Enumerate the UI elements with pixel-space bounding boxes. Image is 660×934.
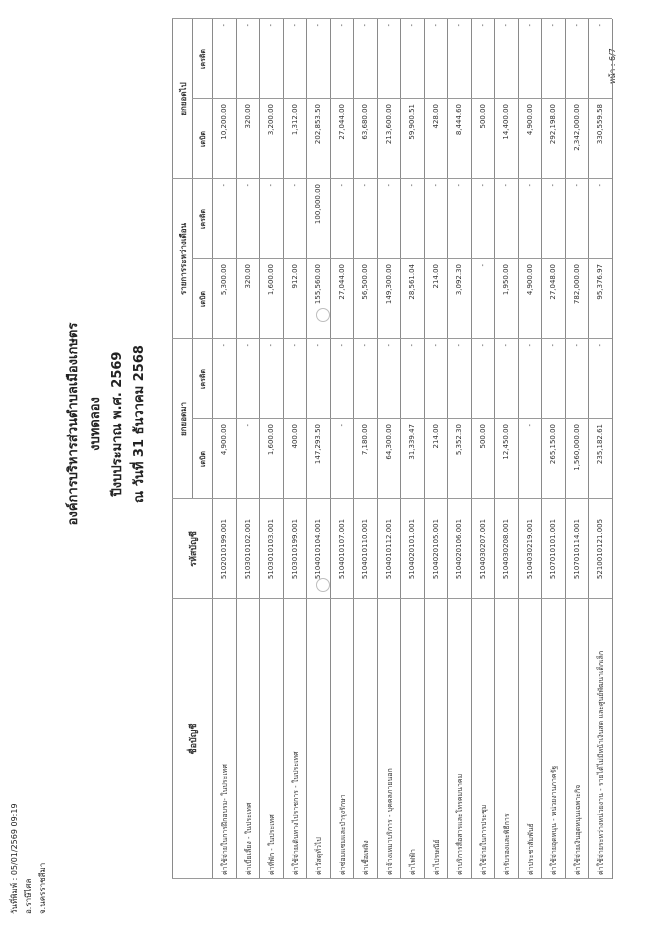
page-number: หน้า : 6/7: [608, 48, 617, 84]
txn-credit-cell: -: [502, 184, 510, 187]
txn-credit-cell: -: [384, 184, 393, 187]
bf-debit-cell: 12,450.00: [502, 424, 510, 460]
row-divider: [541, 19, 542, 879]
account-code: 5104010104.001: [314, 518, 322, 580]
as-of-date: ณ วันที่ 31 ธันวาคม 2568: [132, 345, 147, 503]
account-code: 5104030208.001: [502, 518, 510, 580]
account-name: ค่าใช้จ่ายระหว่างหน่วยงาน - รายได้ไม่มีหน้าเงินสด และศูนย์พัฒนาเด็กเล็ก: [597, 650, 605, 875]
bf-debit-cell: 31,339.47: [408, 424, 416, 460]
header-period-txn: รายการระหว่างเดือน: [179, 222, 188, 296]
txn-debit-cell: 1,600.00: [267, 264, 275, 296]
row-divider: [424, 19, 425, 879]
txn-debit-cell: 155,560.00: [314, 264, 322, 305]
row-divider: [565, 19, 566, 879]
bf-credit-cell: -: [267, 344, 275, 347]
account-code: 5210010121.005: [596, 518, 604, 580]
account-name: ค่าซ่อมแซมและบำรุงรักษา: [338, 794, 347, 875]
bf-credit-cell: -: [290, 344, 299, 347]
header-account-name: ชื่อบัญชี: [189, 723, 199, 755]
cf-debit-cell: 14,400.00: [502, 104, 510, 140]
txn-credit-cell: -: [478, 184, 487, 187]
cf-credit-cell: -: [243, 24, 252, 27]
txn-credit-cell: -: [431, 184, 440, 187]
cf-debit-cell: 320.00: [243, 104, 252, 129]
trial-balance-table: [172, 19, 620, 879]
row-divider: [471, 19, 472, 879]
txn-debit-cell: 56,500.00: [361, 264, 369, 300]
province-label: จ.นครราชสีมา: [38, 862, 47, 914]
column-divider: [192, 98, 612, 99]
bf-debit-cell: 5,352.30: [455, 424, 463, 456]
row-divider: [494, 19, 495, 879]
cf-credit-cell: -: [549, 24, 557, 27]
header-bottom: [212, 19, 213, 879]
column-divider: [192, 258, 612, 259]
row-divider: [330, 19, 331, 879]
cf-debit-cell: 500.00: [478, 104, 487, 129]
bf-credit-cell: -: [455, 344, 463, 347]
account-name: ค่าใช้จ่ายอุดหนุน - หน่วยงานภาครัฐ: [550, 765, 558, 875]
bf-debit-cell: 1,600.00: [267, 424, 275, 456]
bf-debit-cell: -: [243, 424, 252, 427]
cf-credit-cell: -: [220, 24, 228, 27]
bf-debit-cell: 4,900.00: [220, 424, 228, 456]
cf-credit-cell: -: [525, 24, 534, 27]
txn-credit-cell: -: [243, 184, 252, 187]
account-name: ค่ารับรองและพิธีการ: [503, 813, 511, 875]
bf-debit-cell: 1,560,000.00: [572, 424, 581, 471]
account-name: ค่าจ้างเหมาบริการ - บุคคลภายนอก: [385, 768, 394, 875]
txn-debit-cell: 1,950.00: [502, 264, 510, 296]
row-divider: [377, 19, 378, 879]
cf-credit-cell: -: [361, 24, 369, 27]
bf-credit-cell: -: [572, 344, 581, 347]
bf-credit-cell: -: [384, 344, 393, 347]
txn-debit-cell: 4,900.00: [525, 264, 534, 296]
report-title: งบทดลอง: [88, 397, 103, 451]
txn-debit-cell: 95,376.97: [596, 264, 604, 300]
cf-debit-cell: 27,044.00: [337, 104, 346, 140]
column-divider: [172, 598, 612, 599]
cf-credit-cell: -: [337, 24, 346, 27]
row-divider: [588, 19, 589, 879]
account-code: 5107010101.001: [549, 518, 557, 580]
txn-debit-cell: 3,092.30: [455, 264, 463, 296]
header-credit: เครดิต: [199, 49, 207, 69]
column-divider: [172, 498, 612, 499]
account-name: ค่าเชื้อเพลิง: [362, 840, 370, 875]
bf-credit-cell: -: [502, 344, 510, 347]
cf-credit-cell: -: [267, 24, 275, 27]
cf-credit-cell: -: [384, 24, 393, 27]
row-divider: [259, 19, 260, 879]
row-divider: [306, 19, 307, 879]
account-name: ค่าประชาสัมพันธ์: [526, 823, 535, 875]
header-debit: เดบิต: [199, 131, 207, 147]
row-divider: [236, 19, 237, 879]
fiscal-year: ปีงบประมาณ พ.ศ. 2569: [110, 351, 125, 497]
cf-debit-cell: 2,342,000.00: [572, 104, 581, 151]
row-divider: [283, 19, 284, 879]
cf-debit-cell: 1,312.00: [290, 104, 299, 136]
txn-debit-cell: 149,300.00: [384, 264, 393, 305]
column-divider: [172, 338, 612, 339]
header-credit: เครดิต: [199, 209, 207, 229]
txn-debit-cell: 912.00: [290, 264, 299, 289]
bf-debit-cell: 64,300.00: [384, 424, 393, 460]
cf-debit-cell: 63,680.00: [361, 104, 369, 140]
bf-credit-cell: -: [337, 344, 346, 347]
account-name: ค่าไฟฟ้า: [409, 849, 417, 875]
account-code: 5102010199.001: [220, 518, 228, 580]
txn-credit-cell: -: [525, 184, 534, 187]
header-credit: เครดิต: [199, 369, 207, 389]
cf-credit-cell: -: [455, 24, 463, 27]
cf-credit-cell: -: [478, 24, 487, 27]
bf-credit-cell: -: [525, 344, 534, 347]
bf-debit-cell: 265,150.00: [549, 424, 557, 465]
txn-credit-cell: -: [549, 184, 557, 187]
txn-credit-cell: -: [267, 184, 275, 187]
txn-credit-cell: -: [596, 184, 604, 187]
bf-credit-cell: -: [243, 344, 252, 347]
row-divider: [353, 19, 354, 879]
bf-credit-cell: -: [220, 344, 228, 347]
row-divider: [612, 19, 613, 879]
account-code: 5104020106.001: [455, 518, 463, 580]
account-code: 5107010114.001: [572, 518, 581, 580]
header-brought-forward: ยกยอดมา: [179, 402, 188, 436]
txn-credit-cell: -: [337, 184, 346, 187]
txn-credit-cell: -: [290, 184, 299, 187]
txn-debit-cell: 782,000.00: [572, 264, 581, 305]
header-carried-forward: ยกยอดไป: [179, 82, 188, 116]
row-divider: [518, 19, 519, 879]
txn-credit-cell: -: [361, 184, 369, 187]
account-code: 5103010199.001: [290, 518, 299, 580]
column-divider: [172, 18, 612, 19]
table-border: [172, 19, 173, 879]
cf-debit-cell: 10,200.00: [220, 104, 228, 140]
account-code: 5104030207.001: [478, 518, 487, 580]
account-name: ค่าวัสดุทั่วไป: [315, 837, 323, 875]
column-divider: [172, 878, 612, 879]
txn-credit-cell: -: [455, 184, 463, 187]
account-name: ค่าบริการสื่อสารและโทรคมนาคม: [456, 773, 464, 875]
bf-debit-cell: 235,182.61: [596, 424, 604, 465]
txn-debit-cell: -: [478, 264, 487, 267]
account-code: 5104010112.001: [384, 518, 393, 580]
account-name: ค่าใช้จ่ายในการประชุม: [479, 804, 488, 875]
bf-debit-cell: 7,180.00: [361, 424, 369, 456]
cf-debit-cell: 59,900.51: [408, 104, 416, 140]
txn-credit-cell: -: [572, 184, 581, 187]
header-account-code: รหัสบัญชี: [189, 531, 199, 567]
cf-debit-cell: 4,900.00: [525, 104, 534, 136]
bf-credit-cell: -: [361, 344, 369, 347]
cf-debit-cell: 428.00: [431, 104, 440, 129]
header-debit: เดบิต: [199, 451, 207, 467]
txn-debit-cell: 214.00: [431, 264, 440, 289]
cf-credit-cell: -: [572, 24, 581, 27]
account-code: 5103010102.001: [243, 518, 252, 580]
bf-debit-cell: -: [337, 424, 346, 427]
cf-credit-cell: -: [408, 24, 416, 27]
cf-credit-cell: -: [290, 24, 299, 27]
bf-credit-cell: -: [596, 344, 604, 347]
column-divider: [192, 418, 612, 419]
account-code: 5104030219.001: [525, 518, 534, 580]
bf-debit-cell: 214.00: [431, 424, 440, 449]
account-code: 5104020105.001: [431, 518, 440, 580]
bf-debit-cell: 400.00: [290, 424, 299, 449]
account-code: 5104010110.001: [361, 518, 369, 580]
branch-label: อ.ราษีไศล: [24, 878, 33, 914]
bf-credit-cell: -: [408, 344, 416, 347]
account-name: ค่าเบี้ยเลี้ยง - ในประเทศ: [244, 802, 253, 875]
account-code: 5103010103.001: [267, 518, 275, 580]
cf-credit-cell: -: [502, 24, 510, 27]
account-name: ค่าใช้จ่ายเงินอุดหนุนเฉพาะกิจ: [573, 784, 582, 875]
account-name: ค่าที่พัก - ในประเทศ: [268, 814, 276, 875]
cf-debit-cell: 8,444.60: [455, 104, 463, 136]
cf-debit-cell: 202,853.50: [314, 104, 322, 145]
bf-credit-cell: -: [431, 344, 440, 347]
header-divider: [192, 19, 193, 499]
cf-credit-cell: -: [431, 24, 440, 27]
cf-debit-cell: 213,600.00: [384, 104, 393, 145]
cf-debit-cell: 330,559.58: [596, 104, 604, 145]
txn-debit-cell: 27,048.00: [549, 264, 557, 300]
header-debit: เดบิต: [199, 291, 207, 307]
txn-debit-cell: 5,300.00: [220, 264, 228, 296]
account-name: ค่าใช้จ่ายในการฝึกอบรม- ในประเทศ: [221, 764, 229, 875]
txn-debit-cell: 320.00: [243, 264, 252, 289]
bf-debit-cell: 500.00: [478, 424, 487, 449]
txn-debit-cell: 27,044.00: [337, 264, 346, 300]
row-divider: [400, 19, 401, 879]
cf-credit-cell: -: [596, 24, 604, 27]
cf-credit-cell: -: [314, 24, 322, 27]
bf-debit-cell: -: [525, 424, 534, 427]
cf-debit-cell: 292,198.00: [549, 104, 557, 145]
account-code: 5104010107.001: [337, 518, 346, 580]
row-divider: [447, 19, 448, 879]
bf-debit-cell: 147,293.50: [314, 424, 322, 465]
bf-credit-cell: -: [314, 344, 322, 347]
txn-credit-cell: -: [220, 184, 228, 187]
account-name: ค่าใช้จ่ายเดินทางไปราชการ - ในประเทศ: [291, 751, 300, 875]
cf-debit-cell: 3,200.00: [267, 104, 275, 136]
account-name: ค่าไปรษณีย์: [432, 839, 441, 875]
bf-credit-cell: -: [478, 344, 487, 347]
txn-credit-cell: 100,000.00: [314, 184, 322, 225]
print-date: วันที่พิมพ์ : 05/01/2569 09:19: [10, 803, 19, 914]
org-title: องค์การบริหารส่วนตำบลเมืองเกษตร: [66, 322, 81, 526]
column-divider: [172, 178, 612, 179]
txn-debit-cell: 28,561.04: [408, 264, 416, 300]
bf-credit-cell: -: [549, 344, 557, 347]
txn-credit-cell: -: [408, 184, 416, 187]
account-code: 5104020101.001: [408, 518, 416, 580]
